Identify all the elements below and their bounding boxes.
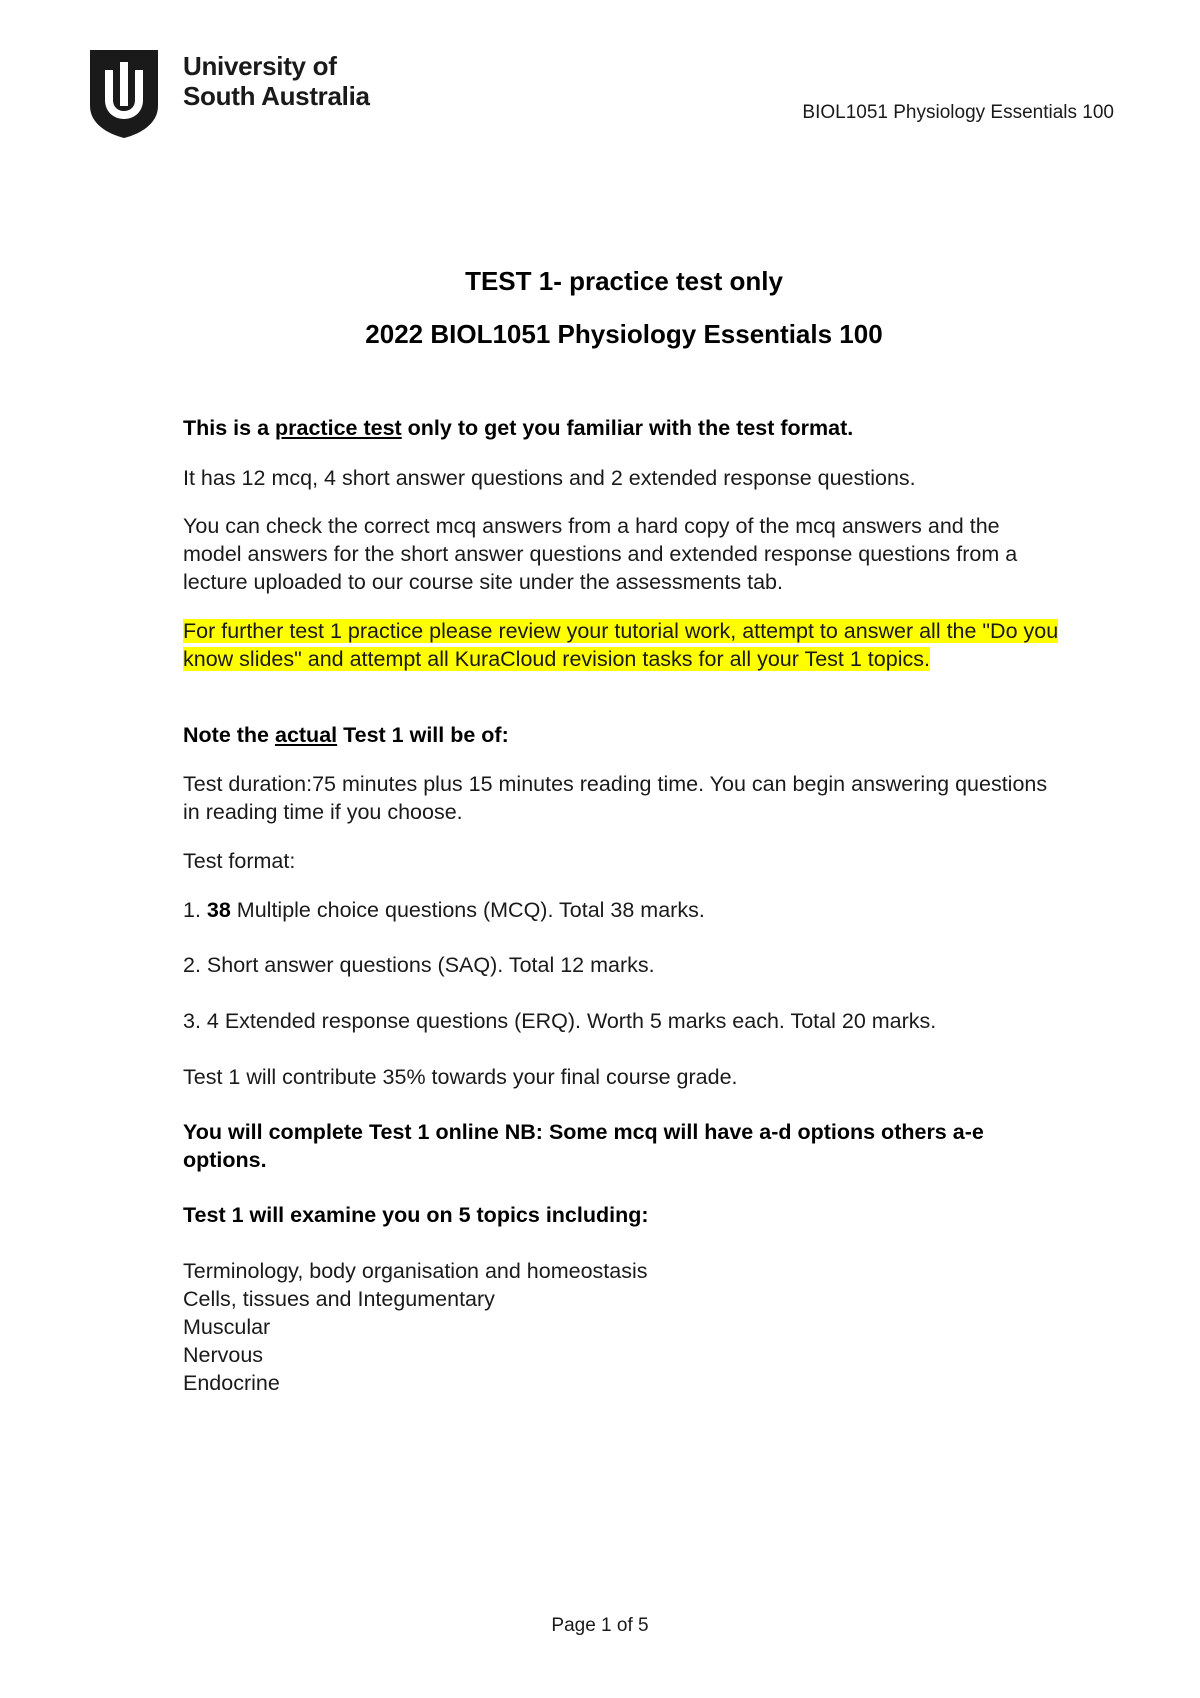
topics-list-block <box>183 1257 1083 1397</box>
contribution-paragraph <box>183 1063 1083 1091</box>
item2-text: 2. Short answer questions (SAQ). Total 12 marks. <box>183 953 655 977</box>
note-text-b: Test 1 will be of: <box>337 723 509 747</box>
university-logo <box>88 48 388 140</box>
test-format-label <box>183 847 1083 875</box>
contribution-text: Test 1 will contribute 35% towards your final course grade. <box>183 1065 738 1089</box>
answers-info-paragraph <box>183 512 1063 596</box>
format-item-erq <box>183 1007 1083 1035</box>
topics-list <box>183 1257 1083 1397</box>
logo-line-2: South Australia <box>183 81 370 111</box>
intro-text-b: only to get you familiar with the test format. <box>401 416 854 440</box>
note-text-a: Note the <box>183 723 275 747</box>
item1-prefix: 1. <box>183 898 207 922</box>
list-item: Terminology, body organisation and homeostasis <box>183 1259 648 1283</box>
list-item: Nervous <box>183 1343 264 1367</box>
topics-heading <box>183 1201 1083 1229</box>
actual-test-note <box>183 721 1083 749</box>
shield-logo-icon <box>88 48 160 140</box>
highlighted-practice-paragraph <box>183 617 1083 673</box>
page-number: Page 1 of 5 <box>551 1615 649 1636</box>
format-item-saq <box>183 951 1083 979</box>
topics-heading-text: Test 1 will examine you on 5 topics including: <box>183 1203 649 1227</box>
test-composition-paragraph <box>183 464 1083 492</box>
online-note-text: You will complete Test 1 online NB: Some mcq will have a-d options others a-e options. <box>183 1120 984 1172</box>
list-item: Cells, tissues and Integumentary <box>183 1287 495 1311</box>
actual-underlined: actual <box>274 723 338 747</box>
format-item-mcq <box>183 896 1083 924</box>
practice-test-underlined: practice test <box>275 416 402 440</box>
test-duration-paragraph <box>183 770 1063 826</box>
item3-text: 3. 4 Extended response questions (ERQ). Worth 5 marks each. Total 20 marks. <box>183 1009 937 1033</box>
list-item: Endocrine <box>183 1371 280 1395</box>
test-format-text: Test format: <box>183 849 296 873</box>
header-course-code: BIOL1051 Physiology Essentials 100 <box>802 102 1114 123</box>
test-composition-text: It has 12 mcq, 4 short answer questions and 2 extended response questions. <box>183 466 916 490</box>
logo-line-1: University of <box>183 51 337 81</box>
page-subtitle: 2022 BIOL1051 Physiology Essentials 100 <box>365 319 883 349</box>
answers-info-text: You can check the correct mcq answers from a hard copy of the mcq answers and the model answers for the short answer questions and extended response questions from a lecture uploaded to our course site under the assessments tab. <box>183 514 1018 594</box>
page-title: TEST 1- practice test only <box>465 266 783 296</box>
test-duration-text: Test duration:75 minutes plus 15 minutes reading time. You can begin answering questions in reading time if you choose. <box>183 772 1048 824</box>
list-item: Muscular <box>183 1315 271 1339</box>
intro-statement <box>183 414 1083 442</box>
intro-text-a: This is a <box>183 416 276 440</box>
item1-rest: Multiple choice questions (MCQ). Total 38 marks. <box>230 898 705 922</box>
online-note-paragraph <box>183 1118 1063 1174</box>
item1-count: 38 <box>206 898 231 922</box>
highlighted-text: For further test 1 practice please review your tutorial work, attempt to answer all the "Do you know slides" and attempt all KuraCloud revision tasks for all your Test 1 topics. <box>183 619 1059 671</box>
logo-wordmark <box>183 51 370 111</box>
